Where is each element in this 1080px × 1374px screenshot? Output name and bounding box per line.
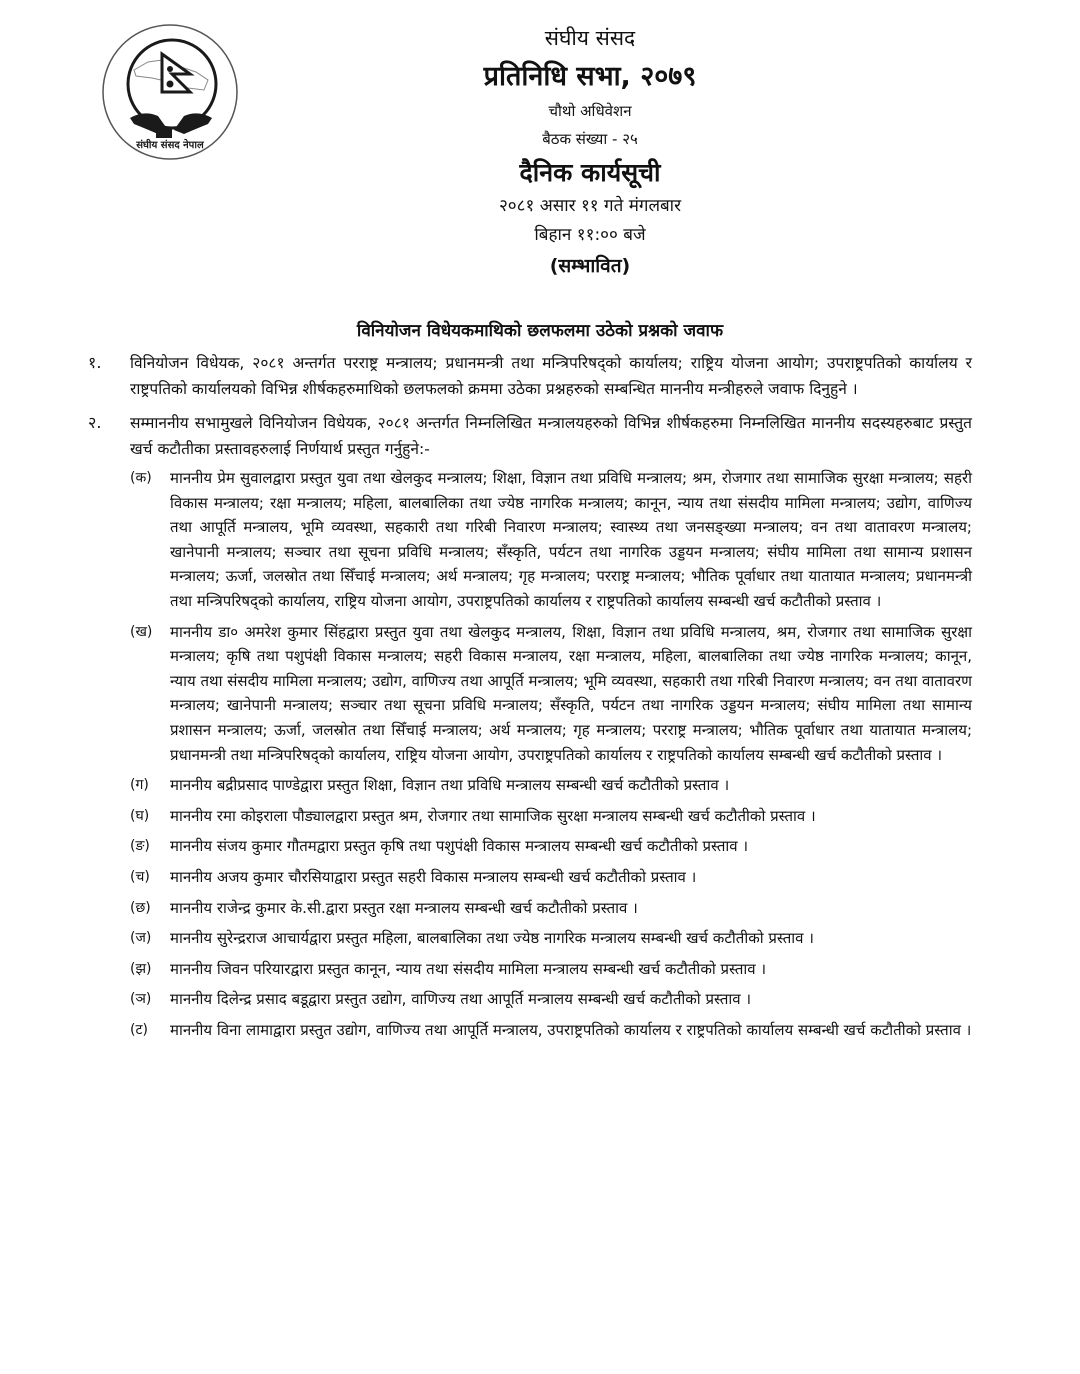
- cut-motion-item: [130, 804, 972, 829]
- emblem-icon: [100, 22, 240, 162]
- cut-motion-item: [130, 466, 972, 614]
- meeting-time: बिहान ११:०० बजे: [534, 225, 646, 245]
- cut-motion-text: माननीय सुरेन्द्रराज आचार्यद्वारा प्रस्तुत महिला, बालबालिका तथा ज्येष्ठ नागरिक मन्त्रालय सम्बन्धी खर्च कटौतीको प्रस्ताव ।: [170, 929, 814, 948]
- cut-motion-item: [130, 773, 972, 798]
- cut-motion-text: माननीय दिलेन्द्र प्रसाद बडूद्वारा प्रस्तुत उद्योग, वाणिज्य तथा आपूर्ति मन्त्रालय सम्बन्धी खर्च कटौतीको प्रस्ताव ।: [170, 990, 752, 1009]
- meeting-date: २०८१ असार ११ गते मंगलबार: [498, 196, 682, 216]
- agenda-list: [88, 350, 972, 1048]
- cut-motion-label: (झ): [130, 960, 152, 977]
- emblem-caption: संघीय संसद नेपाल: [136, 140, 204, 151]
- cut-motion-list: [130, 466, 972, 1042]
- document-title: दैनिक कार्यसूची: [519, 158, 661, 187]
- cut-motion-label: (छ): [130, 899, 151, 916]
- cut-motion-text: माननीय राजेन्द्र कुमार के.सी.द्वारा प्रस्तुत रक्षा मन्त्रालय सम्बन्धी खर्च कटौतीको प्रस्ताव ।: [170, 898, 638, 917]
- parliament-emblem-logo: [100, 22, 240, 162]
- cut-motion-text: माननीय रमा कोइराला पौड्यालद्वारा प्रस्तुत श्रम, रोजगार तथा सामाजिक सुरक्षा मन्त्रालय सम्बन्धी खर्च कटौतीको प्रस्ताव ।: [170, 806, 816, 825]
- cut-motion-label: (ट): [130, 1021, 148, 1038]
- cut-motion-label: (ञ): [130, 991, 152, 1008]
- cut-motion-label: (ख): [130, 623, 153, 640]
- cut-motion-item: [130, 926, 972, 951]
- house-name: प्रतिनिधि सभा, २०७९: [483, 61, 697, 92]
- cut-motion-item: [130, 896, 972, 921]
- session-label: चौथो अधिवेशन: [548, 102, 632, 120]
- agenda-item-number: १.: [88, 353, 102, 372]
- section-heading: विनियोजन विधेयकमाथिको छलफलमा उठेको प्रश्नको जवाफ: [356, 321, 724, 341]
- document-header: [300, 18, 880, 276]
- cut-motion-label: (ग): [130, 777, 149, 794]
- cut-motion-item: [130, 987, 972, 1012]
- agenda-item: [88, 410, 972, 462]
- agenda-item: [88, 350, 972, 402]
- cut-motion-item: [130, 620, 972, 768]
- agenda-item-text: विनियोजन विधेयक, २०८१ अन्तर्गत परराष्ट्र मन्त्रालय; प्रधानमन्त्री तथा मन्त्रिपरिषद्को कार्यालय; राष्ट्रिय योजना आयोग; उपराष्ट्रपतिको कार्यालय र राष्ट्रपतिको कार्यालयको विभिन्न शीर्षकहरुमाथिको छलफलको क्रममा उठेका प्रश्नहरुको सम्बन्धित माननीय मन्त्रीहरुले जवाफ दिनुहुने ।: [130, 354, 972, 398]
- cut-motion-label: (घ): [130, 807, 150, 824]
- cut-motion-text: माननीय प्रेम सुवालद्वारा प्रस्तुत युवा तथा खेलकुद मन्त्रालय; शिक्षा, विज्ञान तथा प्रविधि मन्त्रालय; श्रम, रोजगार तथा सामाजिक सुरक्षा मन्त्रालय; सहरी विकास मन्त्रालय; रक्षा मन्त्रालय; महिला, बालबालिका तथा ज्येष्ठ नागरिक मन्त्रालय; कानून, न्याय तथा संसदीय मामिला मन्त्रालय; उद्योग, वाणिज्य तथा आपूर्ति मन्त्रालय, भूमि व्यवस्था, सहकारी तथा गरिबी निवारण मन्त्रालय; स्वास्थ्य तथा जनसङ्ख्या मन्त्रालय; वन तथा वातावरण मन्त्रालय; खानेपानी मन्त्रालय; सञ्चार तथा सूचना प्रविधि मन्त्रालय; सँस्कृति, पर्यटन तथा नागरिक उड्डयन मन्त्रालय; संघीय मामिला तथा सामान्य प्रशासन मन्त्रालय; ऊर्जा, जलस्रोत तथा सिँचाई मन्त्रालय; अर्थ मन्त्रालय; गृह मन्त्रालय; परराष्ट्र मन्त्रालय; भौतिक पूर्वाधार तथा यातायात मन्त्रालय; प्रधानमन्त्री तथा मन्त्रिपरिषद्को कार्यालय, राष्ट्रिय योजना आयोग, उपराष्ट्रपतिको कार्यालय र राष्ट्रपतिको कार्यालय सम्बन्धी खर्च कटौतीको प्रस्ताव ।: [170, 469, 972, 610]
- cut-motion-label: (क): [130, 470, 152, 486]
- cut-motion-text: माननीय जिवन परियारद्वारा प्रस्तुत कानून, न्याय तथा संसदीय मामिला मन्त्रालय सम्बन्धी खर्च कटौतीको प्रस्ताव ।: [170, 959, 767, 978]
- cut-motion-item: [130, 1018, 972, 1043]
- cut-motion-item: [130, 957, 972, 982]
- cut-motion-text: माननीय संजय कुमार गौतमद्वारा प्रस्तुत कृषि तथा पशुपंक्षी विकास मन्त्रालय सम्बन्धी खर्च कटौतीको प्रस्ताव ।: [170, 837, 749, 856]
- agenda-status: (सम्भावित): [549, 255, 631, 277]
- cut-motion-item: [130, 834, 972, 859]
- agenda-item-text: सम्माननीय सभामुखले विनियोजन विधेयक, २०८१ अन्तर्गत निम्नलिखित मन्त्रालयहरुको विभिन्न शीर्षकहरुमा निम्नलिखित माननीय सदस्यहरुबाट प्रस्तुत खर्च कटौतीका प्रस्तावहरुलाई निर्णयार्थ प्रस्तुत गर्नुहुने:-: [130, 414, 972, 458]
- cut-motion-label: (ज): [130, 930, 152, 947]
- cut-motion-text: माननीय अजय कुमार चौरसियाद्वारा प्रस्तुत सहरी विकास मन्त्रालय सम्बन्धी खर्च कटौतीको प्रस्ताव ।: [170, 867, 697, 886]
- sitting-number: बैठक संख्या - २५: [542, 130, 638, 148]
- cut-motion-label: (ङ): [130, 838, 150, 855]
- cut-motion-item: [130, 865, 972, 890]
- cut-motion-text: माननीय डा० अमरेश कुमार सिंहद्वारा प्रस्तुत युवा तथा खेलकुद मन्त्रालय, शिक्षा, विज्ञान तथा प्रविधि मन्त्रालय, श्रम, रोजगार तथा सामाजिक सुरक्षा मन्त्रालय; कृषि तथा पशुपंक्षी विकास मन्त्रालय; सहरी विकास मन्त्रालय, रक्षा मन्त्रालय, महिला, बालबालिका तथा ज्येष्ठ नागरिक मन्त्रालय; कानून, न्याय तथा संसदीय मामिला मन्त्रालय; उद्योग, वाणिज्य तथा आपूर्ति मन्त्रालय; भूमि व्यवस्था, सहकारी तथा गरिबी निवारण मन्त्रालय; वन तथा वातावरण मन्त्रालय; खानेपानी मन्त्रालय; सञ्चार तथा सूचना प्रविधि मन्त्रालय; सँस्कृति, पर्यटन तथा नागरिक उड्डयन मन्त्रालय; संघीय मामिला तथा सामान्य प्रशासन मन्त्रालय; ऊर्जा, जलस्रोत तथा सिँचाई मन्त्रालय; अर्थ मन्त्रालय; गृह मन्त्रालय; परराष्ट्र मन्त्रालय; भौतिक पूर्वाधार तथा यातायात मन्त्रालय; प्रधानमन्त्री तथा मन्त्रिपरिषद्को कार्यालय, राष्ट्रिय योजना आयोग, उपराष्ट्रपतिको कार्यालय र राष्ट्रपतिको कार्यालय सम्बन्धी खर्च कटौतीको प्रस्ताव ।: [170, 622, 972, 764]
- cut-motion-text: माननीय विना लामाद्वारा प्रस्तुत उद्योग, वाणिज्य तथा आपूर्ति मन्त्रालय, उपराष्ट्रपतिको कार्यालय र राष्ट्रपतिको कार्यालय सम्बन्धी खर्च कटौतीको प्रस्ताव ।: [170, 1020, 972, 1039]
- cut-motion-label: (च): [130, 868, 150, 885]
- parliament-name: संघीय संसद: [544, 26, 636, 50]
- agenda-item-number: २.: [88, 413, 102, 432]
- cut-motion-text: माननीय बद्रीप्रसाद पाण्डेद्वारा प्रस्तुत शिक्षा, विज्ञान तथा प्रविधि मन्त्रालय सम्बन्धी खर्च कटौतीको प्रस्ताव ।: [170, 776, 730, 795]
